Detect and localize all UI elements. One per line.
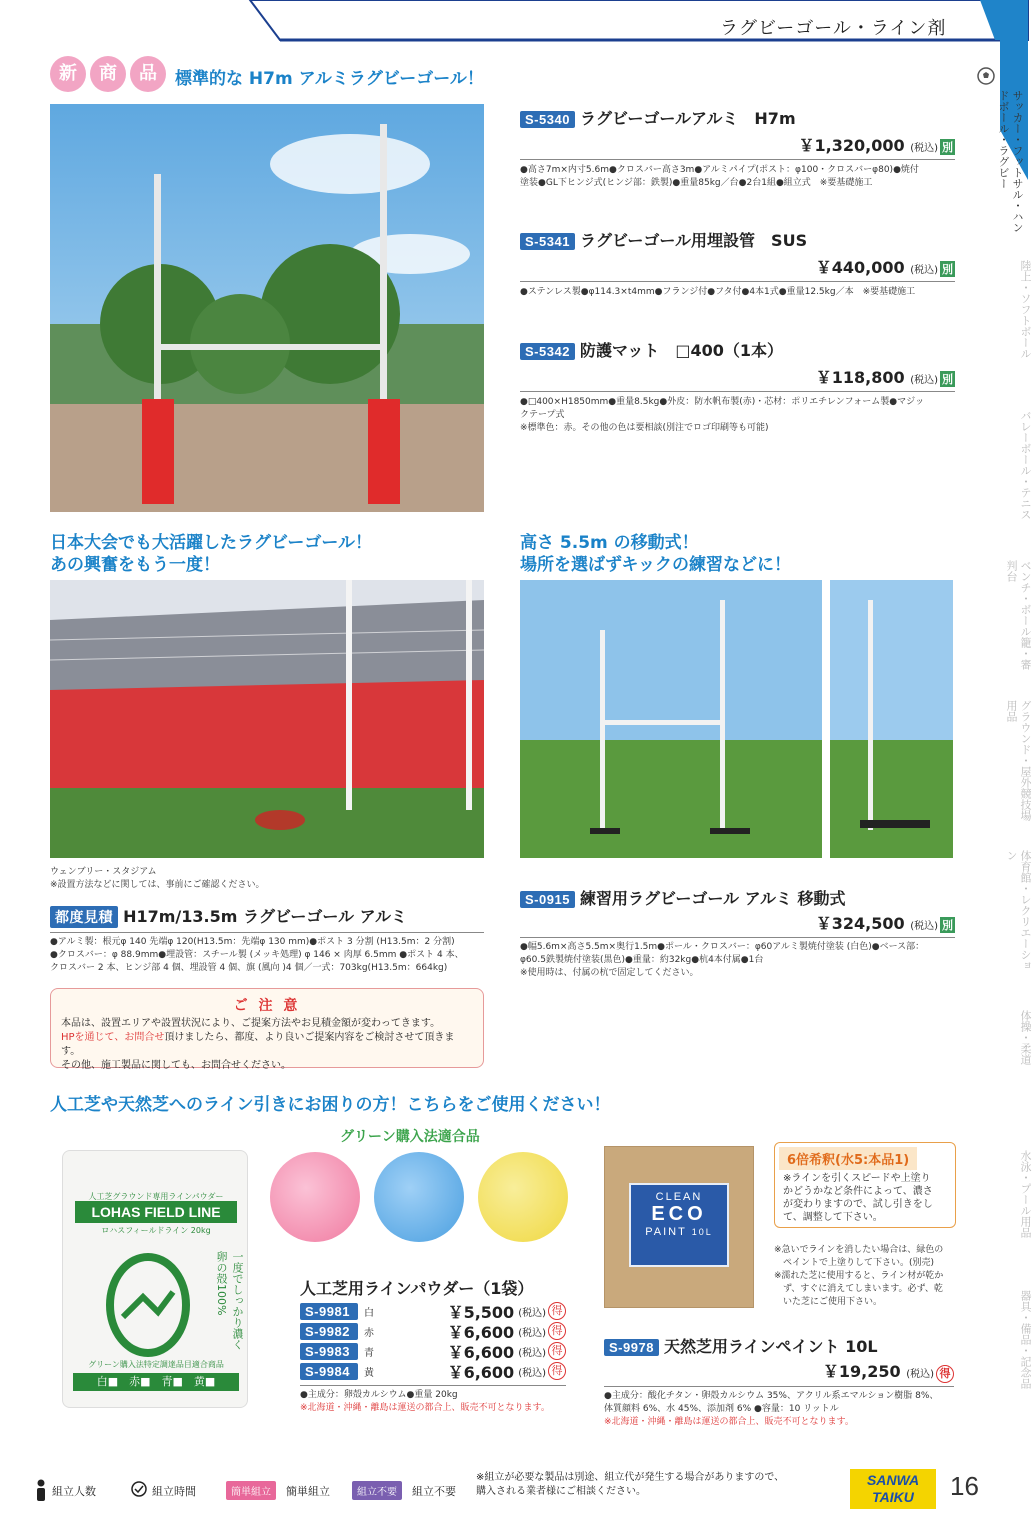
- caution-title: ご 注 意: [233, 998, 301, 1014]
- product-price-row: [520, 911, 955, 934]
- dilution-line: かどうかなど条件によって、濃さ: [783, 1186, 933, 1197]
- quote-label: 都度見積: [50, 906, 118, 928]
- spec-line: φ60.5鉄製焼付塗装(黒色)●重量：約32kg●杭4本付属●1台: [520, 955, 764, 965]
- paint-label-line: PAINT: [645, 1226, 687, 1238]
- clock-icon: [130, 1480, 148, 1498]
- dilution-box: [774, 1142, 956, 1228]
- rugby-goal-photo: [50, 104, 484, 512]
- caption-line: ウェンブリー・スタジアム: [50, 867, 157, 877]
- color-label: 赤: [364, 1327, 374, 1339]
- deal-badge: 得: [936, 1365, 954, 1383]
- product-code: S-5340: [520, 111, 575, 128]
- spec-line: ●主成分：卵殻カルシウム●重量 20kg: [300, 1390, 458, 1400]
- tax-label: (税込): [518, 1347, 546, 1359]
- product-price-row: [520, 255, 955, 278]
- product-s0915: [520, 886, 955, 980]
- paint-box-image: [604, 1146, 754, 1308]
- shipping-note: ※北海道・沖縄・離島は運送の都合上、販売不可となります。: [604, 1417, 854, 1427]
- logo-line: TAIKU: [872, 1489, 914, 1505]
- page-footer: [30, 1471, 1010, 1515]
- legend-label: 組立不要: [412, 1485, 456, 1498]
- product-s5342: [520, 338, 955, 435]
- divider: [50, 932, 484, 933]
- powder-title: 人工芝用ラインパウダー（1袋）: [300, 1279, 534, 1298]
- color-label: 白: [364, 1307, 374, 1319]
- headline-line: 日本大会でも大活躍したラグビーゴール！: [50, 533, 372, 553]
- deal-badge: 得: [548, 1362, 566, 1380]
- bag-vertical-text: 一度でしっかり濃く 卵の殻100%: [215, 1251, 244, 1350]
- product-code: S-9978: [604, 1339, 659, 1356]
- egg-logo-icon: [103, 1247, 193, 1357]
- sidebar-item-equipment[interactable]: 器具・備品・記念品: [1019, 1290, 1032, 1389]
- separate-badge: 別: [942, 141, 953, 154]
- divider: [300, 1385, 566, 1386]
- footer-note: [476, 1471, 784, 1499]
- separate-badge: 別: [942, 919, 953, 932]
- bag-tag: 人工芝グラウンド専用ラインパウダー: [88, 1192, 224, 1201]
- tax-label: (税込): [906, 1369, 934, 1380]
- easy-assembly-tag: 簡単組立: [226, 1481, 276, 1500]
- dilution-line: ※ラインを引くスピードや上塗り: [783, 1173, 931, 1184]
- bag-colors: 白■ 赤■ 青■ 黄■: [73, 1373, 239, 1391]
- price: ￥118,800: [815, 368, 905, 387]
- swatch-blue: [374, 1152, 464, 1242]
- powder-row: [300, 1341, 566, 1361]
- sidebar-item-volleyball[interactable]: バレーボール・テニス: [1019, 410, 1032, 520]
- product-price-row: [604, 1359, 954, 1383]
- spec-line: ●□400×H1850mm●重量8.5kg●外皮：防水帆布製(赤)・芯材：ポリエチレンフォーム製●マジッ: [520, 397, 925, 407]
- bag-brand: LOHAS FIELD LINE: [75, 1201, 237, 1223]
- person-icon: [34, 1479, 48, 1501]
- note-line: ず、すぐに消えてしまいます。必ず、乾: [774, 1284, 943, 1294]
- product-s9978: [604, 1334, 954, 1429]
- tax-label: (税込): [910, 921, 938, 932]
- caption-line: ※設置方法などに関しては、事前にご確認ください。: [50, 880, 265, 890]
- spec-line: ●主成分：酸化チタン・卵殻カルシウム 35%、アクリル系エマルション樹脂 8%、: [604, 1391, 939, 1401]
- divider: [520, 937, 955, 938]
- paint-notes: [774, 1244, 954, 1309]
- badge-char: 商: [90, 56, 126, 92]
- price: ￥6,600: [447, 1362, 515, 1382]
- paint-volume: 10L: [691, 1227, 713, 1237]
- badge-char: 新: [50, 56, 86, 92]
- spec-line: ※使用時は、付属の杭で固定してください。: [520, 968, 699, 978]
- product-s5340: [520, 106, 955, 190]
- price: ￥6,600: [447, 1322, 515, 1342]
- sidebar-item-ground[interactable]: グラウンド・屋外競技場用品: [1005, 700, 1032, 821]
- tax-label: (税込): [910, 265, 938, 276]
- player-icon: [964, 6, 994, 40]
- deal-badge: 得: [548, 1342, 566, 1360]
- deal-badge: 得: [548, 1302, 566, 1320]
- tax-label: (税込): [518, 1327, 546, 1339]
- price: ￥5,500: [447, 1302, 515, 1322]
- tax-label: (税込): [910, 375, 938, 386]
- mobile-headline: [520, 532, 791, 576]
- green-purchase-label: グリーン購入法適合品: [340, 1129, 480, 1145]
- separate-badge: 別: [942, 263, 953, 276]
- price: ￥1,320,000: [798, 136, 905, 155]
- product-price-row: [520, 133, 955, 156]
- new-product-badge: [50, 56, 168, 92]
- caution-line: 本品は、設置エリアや設置状況により、ご提案方法やお見積金額が変わってきます。: [61, 1018, 441, 1029]
- divider: [520, 391, 955, 392]
- spec-line: 体質顔料 6%、水 45%、添加剤 6% ●容量：10 リットル: [604, 1404, 839, 1414]
- sidebar: [968, 60, 1032, 1460]
- product-code: S-9981: [300, 1303, 358, 1320]
- color-label: 黄: [364, 1367, 374, 1379]
- sidebar-item-athletics[interactable]: 陸上・ソフトボール: [1019, 260, 1032, 359]
- footer-note-line: 購入される業者様にご相談ください。: [476, 1486, 646, 1497]
- product-name: ラグビーゴール用埋設管 SUS: [580, 231, 808, 250]
- dilution-line: て、調整して下さい。: [783, 1212, 883, 1223]
- no-assembly-tag: 組立不要: [352, 1481, 402, 1500]
- mobile-goal-photo: [520, 580, 822, 858]
- stadium-photo: [50, 580, 484, 858]
- line-headline: 人工芝や天然芝へのライン引きにお困りの方！こちらをご使用ください！: [50, 1095, 611, 1115]
- paint-label-line: ECO: [651, 1203, 707, 1225]
- mobile-goal-side-photo: [830, 580, 953, 858]
- product-name: 練習用ラグビーゴール アルミ 移動式: [580, 889, 846, 908]
- product-code: S-9982: [300, 1323, 358, 1340]
- spec-line: ●クロスバー：φ 88.9mm●埋設管：スチール製 (メッキ処理) φ 146 × 肉厚 6.5mm ●ポスト 4 本、: [50, 950, 464, 960]
- headline-line: 場所を選ばずキックの練習などに！: [520, 555, 791, 575]
- product-name: ラグビーゴールアルミ H7m: [580, 109, 796, 128]
- product-h17m: [50, 904, 484, 975]
- powder-row: [300, 1361, 566, 1381]
- sidebar-item-soccer[interactable]: サッカー・フットサル・ハンドボール・ラグビー: [997, 90, 1024, 233]
- divider: [604, 1386, 954, 1387]
- dilution-text: [775, 1170, 955, 1226]
- tax-label: (税込): [518, 1307, 546, 1319]
- product-code: S-0915: [520, 891, 575, 908]
- powder-row: [300, 1301, 566, 1321]
- product-s5341: [520, 228, 955, 299]
- separate-badge: 別: [942, 373, 953, 386]
- lohas-bag-image: [62, 1150, 248, 1408]
- stadium-caption: [50, 866, 265, 892]
- product-name: 防護マット □400（1本）: [580, 341, 784, 360]
- bag-subtitle: ロハスフィールドライン 20kg: [101, 1226, 211, 1235]
- tax-label: (税込): [518, 1367, 546, 1379]
- bag-footer: グリーン購入法特定調達品目適合商品: [88, 1360, 224, 1369]
- page-number: 16: [950, 1471, 979, 1501]
- spec-line: クロスバー 2 本、ヒンジ部 4 個、埋設管 4 個、旗 (風向 )4 個／一式：703kg(H13.5m：664kg): [50, 963, 448, 973]
- tax-label: (税込): [910, 143, 938, 154]
- paint-label: [629, 1183, 729, 1267]
- spec-line: ※標準色：赤。その他の色は要相談(別注でロゴ印刷等も可能): [520, 423, 769, 433]
- price: ￥19,250: [822, 1362, 901, 1381]
- price: ￥440,000: [815, 258, 905, 277]
- product-name: H17m/13.5m ラグビーゴール アルミ: [123, 907, 407, 926]
- caution-highlight: HPを通じて、お問合せ: [61, 1032, 165, 1043]
- product-code: S-5342: [520, 343, 575, 360]
- spec-line: ●高さ7m×内寸5.6m●クロスバー高さ3m●アルミパイプ(ポスト：φ100・クロスバーφ80)●焼付: [520, 165, 919, 175]
- spec-line: 塗装●GL下ヒンジ式(ヒンジ部：鉄製)●重量85kg／台●2台1組●組立式 ※要基礎施工: [520, 178, 873, 188]
- divider: [520, 159, 955, 160]
- swatch-red: [270, 1152, 360, 1242]
- caution-box: [50, 988, 484, 1071]
- headline-line: あの興奮をもう一度！: [50, 555, 220, 575]
- note-line: いた芝にご使用下さい。: [774, 1297, 883, 1307]
- dilution-title: 6倍希釈(水5:本品1): [779, 1147, 917, 1170]
- badge-char: 品: [130, 56, 166, 92]
- spec-line: クテープ式: [520, 410, 565, 420]
- spec-line: ●アルミ製：根元φ 140 先端φ 120(H13.5m：先端φ 130 mm)●ポスト 3 分割 (H13.5m：2 分割): [50, 937, 455, 947]
- paint-label-line: CLEAN: [655, 1191, 703, 1203]
- product-code: S-5341: [520, 233, 575, 250]
- spec-line: ●ステンレス製●φ114.3×t4mm●フランジ付●フタ付●4本1式●重量12.5kg／本 ※要基礎施工: [520, 287, 916, 297]
- product-price-row: [520, 365, 955, 388]
- note-line: ペイントで上塗りして下さい。(別売): [774, 1258, 935, 1268]
- stadium-headline: [50, 532, 372, 576]
- deal-badge: 得: [548, 1322, 566, 1340]
- top-headline: 標準的な H7m アルミラグビーゴール！: [175, 69, 484, 89]
- headline-line: 高さ 5.5m の移動式！: [520, 533, 699, 553]
- note-line: ※濡れた芝に使用すると、ライン材が乾か: [774, 1271, 944, 1281]
- shipping-note: ※北海道・沖縄・離島は運送の都合上、販売不可となります。: [300, 1403, 550, 1413]
- product-name: 天然芝用ラインペイント 10L: [664, 1337, 878, 1356]
- logo-line: SANWA: [866, 1472, 920, 1488]
- sidebar-item-bench[interactable]: ベンチ・ボール籠・審判台: [1005, 560, 1032, 670]
- caution-line: その他、施工製品に関しても、お問合せください。: [61, 1060, 291, 1071]
- note-line: ※急いでラインを消したい場合は、緑色の: [774, 1245, 944, 1255]
- price: ￥324,500: [815, 914, 905, 933]
- powder-row: [300, 1321, 566, 1341]
- sanwa-taiku-logo: [850, 1469, 936, 1509]
- legend-label: 組立人数: [52, 1485, 96, 1498]
- divider: [520, 281, 955, 282]
- sidebar-item-gym[interactable]: 体育館・レクリエーション: [1005, 850, 1032, 971]
- color-label: 青: [364, 1347, 374, 1359]
- footer-note-line: ※組立が必要な製品は別途、組立代が発生する場合がありますので、: [476, 1472, 785, 1483]
- caution-line: HPを通じて、お問合せ頂けましたら、都度、より良いご提案内容をご検討させて頂きます。: [61, 1032, 455, 1057]
- price: ￥6,600: [447, 1342, 515, 1362]
- product-code: S-9984: [300, 1363, 358, 1380]
- legend-label: 組立時間: [152, 1485, 196, 1498]
- dilution-line: が変わりますので、試し引きをし: [783, 1199, 933, 1210]
- swatch-yellow: [478, 1152, 568, 1242]
- soccer-ball-icon: [976, 66, 996, 90]
- spec-line: ●幅5.6m×高さ5.5m×奥行1.5m●ポール・クロスバー：φ60アルミ製焼付塗装 (白色)●ベース部：: [520, 942, 925, 952]
- powder-product: [300, 1276, 566, 1415]
- sidebar-item-swimming[interactable]: 水泳・プール用品: [1019, 1150, 1032, 1238]
- sidebar-item-gymnastics[interactable]: 体操・柔道: [1019, 1010, 1032, 1065]
- product-code: S-9983: [300, 1343, 358, 1360]
- legend-label: 簡単組立: [286, 1485, 330, 1498]
- page-category-title: ラグビーゴール・ライン剤: [720, 18, 947, 39]
